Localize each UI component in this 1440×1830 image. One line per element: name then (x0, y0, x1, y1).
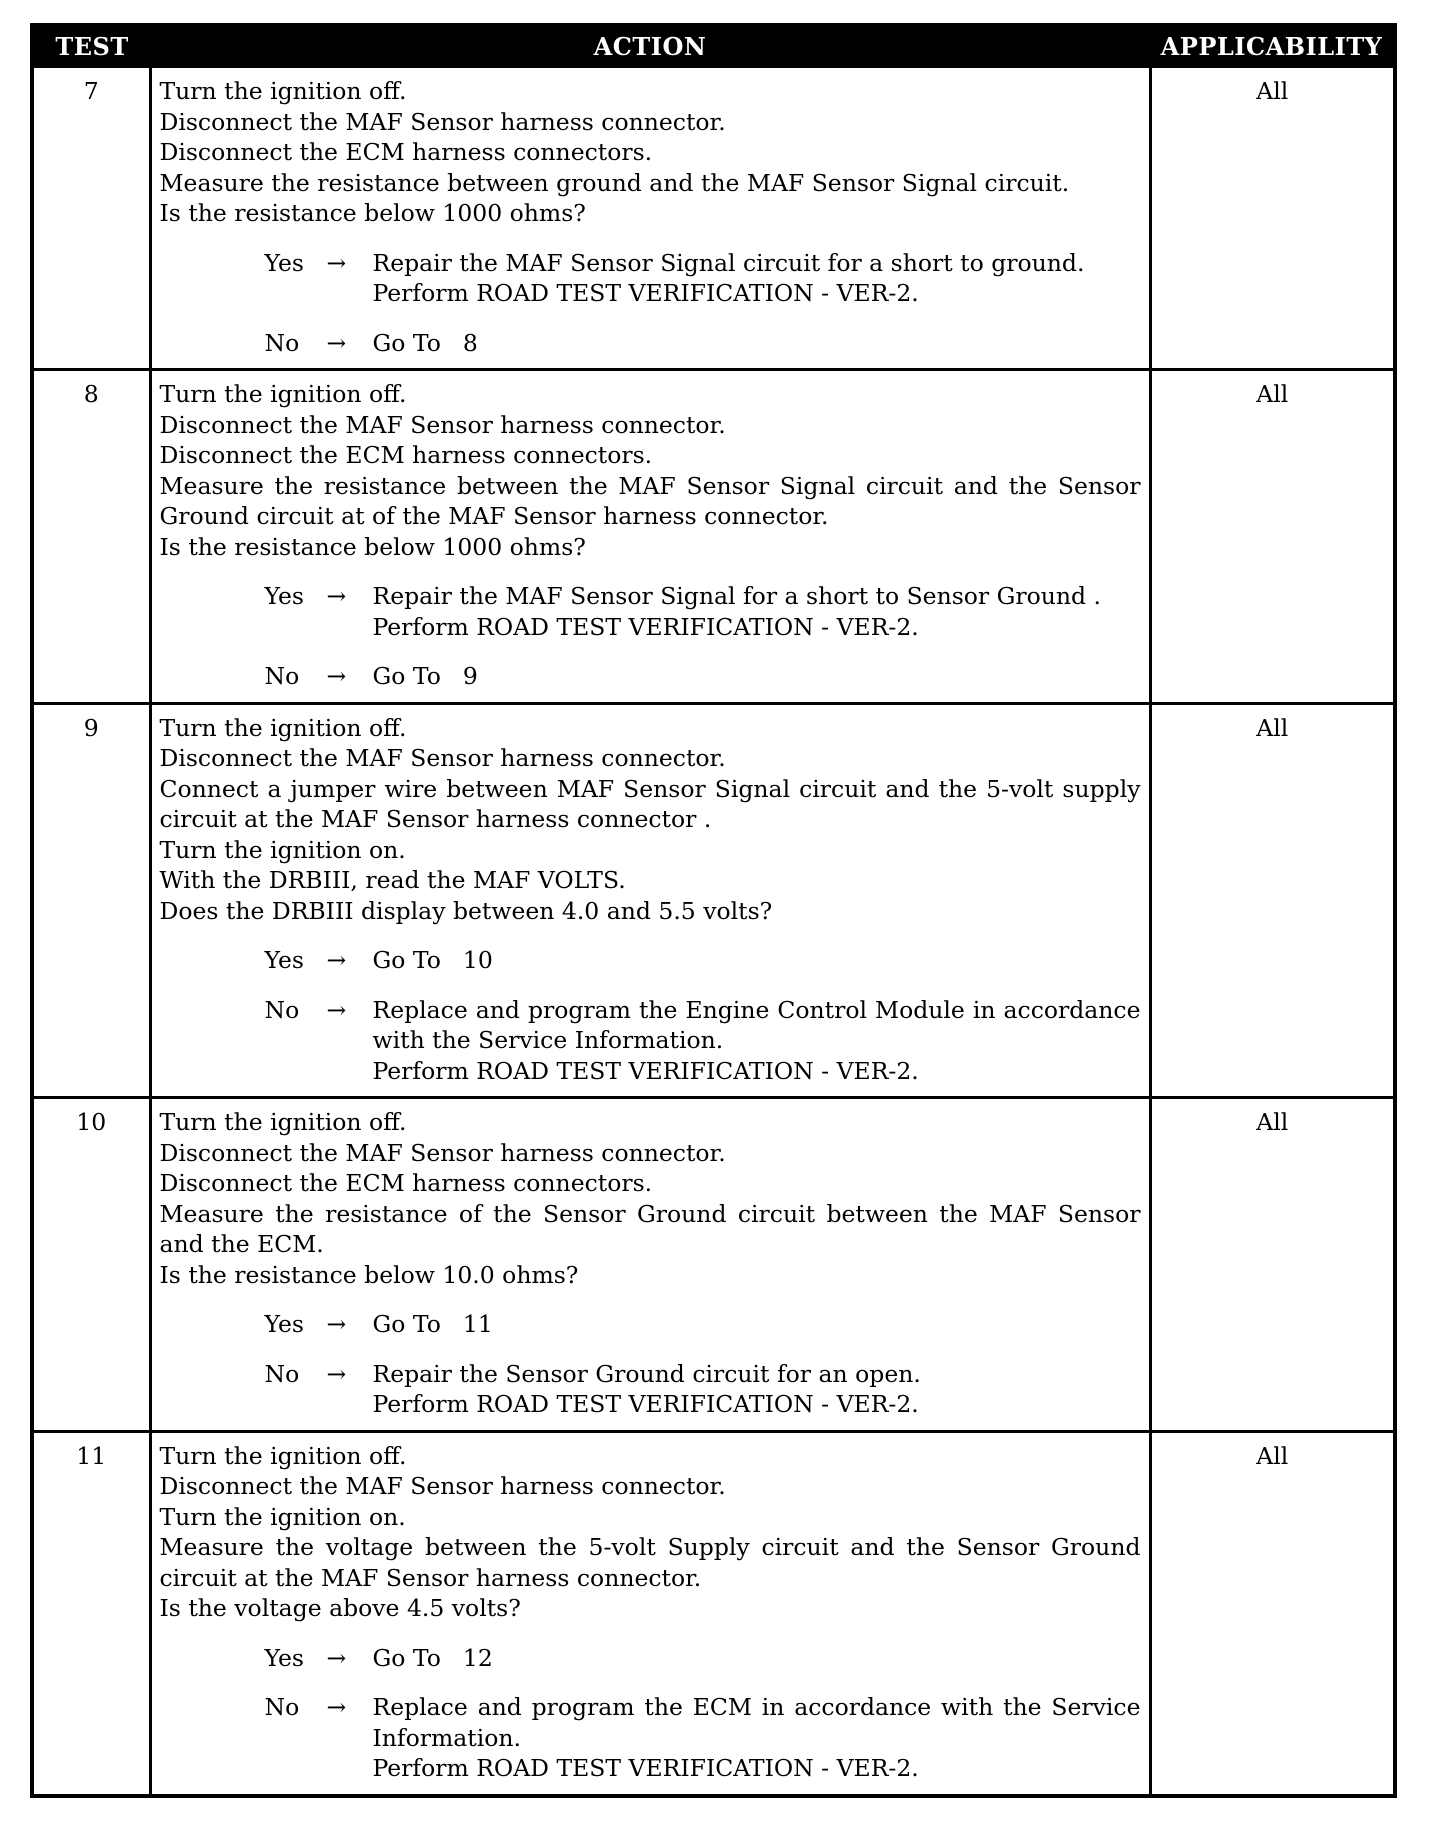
action-step: Is the resistance below 10.0 ohms? (159, 1260, 579, 1289)
table-row (32, 1431, 1395, 1796)
yes-label: Yes (264, 946, 304, 974)
action-step: Disconnect the MAF Sensor harness connector. (159, 1138, 726, 1167)
test-number: 7 (32, 67, 150, 370)
diagnostic-page (30, 23, 1393, 1798)
action-cell (150, 370, 1150, 704)
action-step: Disconnect the MAF Sensor harness connector. (159, 107, 726, 136)
action-step: Turn the ignition off. (159, 1441, 407, 1470)
table-row (32, 67, 1395, 370)
action-step: Measure the resistance between the MAF Sensor Signal circuit and the Sensor Ground circuit at of the MAF Sensor harness connector. (159, 471, 1141, 530)
arrow-right-icon: → (326, 1693, 347, 1721)
yes-outcome (373, 581, 1141, 642)
no-outcome (373, 1359, 1141, 1420)
table-row (32, 703, 1395, 1098)
goto-test-link[interactable]: 12 (462, 1643, 493, 1672)
goto-test-link[interactable]: 11 (462, 1310, 493, 1338)
no-result (265, 1359, 1141, 1420)
yes-label: Yes (264, 582, 304, 610)
action-step: Measure the resistance between ground and the MAF Sensor Signal circuit. (159, 168, 1070, 197)
applicability-cell: All (1150, 370, 1395, 704)
action-step: Connect a jumper wire between MAF Sensor Signal circuit and the 5-volt supply circuit at the MAF Sensor harness connector . (159, 774, 1141, 833)
yes-outcome (373, 248, 1141, 309)
table-row (32, 370, 1395, 704)
header-action: ACTION (150, 25, 1150, 67)
table-header-row (32, 25, 1395, 67)
no-label: No (264, 1693, 300, 1721)
action-cell (150, 703, 1150, 1098)
action-cell (150, 67, 1150, 370)
test-number: 11 (32, 1431, 150, 1796)
action-step: Disconnect the ECM harness connectors. (159, 138, 653, 166)
test-number: 8 (32, 370, 150, 704)
table-row (32, 1098, 1395, 1432)
arrow-right-icon: → (326, 1310, 347, 1338)
no-label: No (264, 328, 300, 357)
arrow-right-icon: → (326, 946, 347, 974)
no-result (265, 1692, 1141, 1784)
no-label: No (264, 995, 300, 1024)
action-step: Is the resistance below 1000 ohms? (159, 532, 586, 561)
action-step: Turn the ignition on. (159, 835, 406, 864)
no-result (265, 995, 1141, 1087)
yes-outcome (373, 1643, 1141, 1674)
yes-outcome (373, 1309, 1141, 1340)
yes-label: Yes (264, 248, 304, 277)
action-step: Disconnect the MAF Sensor harness connector. (159, 1472, 726, 1500)
yes-result (265, 1643, 1141, 1674)
no-label: No (264, 662, 300, 690)
goto-test-link[interactable]: 8 (462, 328, 478, 357)
test-rows (32, 67, 1395, 1796)
arrow-right-icon: → (326, 248, 347, 277)
no-result (265, 661, 1141, 692)
action-step: Measure the resistance of the Sensor Ground circuit between the MAF Sensor and the ECM. (159, 1199, 1141, 1258)
goto-label: Go To (372, 328, 441, 357)
yes-label: Yes (264, 1310, 304, 1338)
applicability-cell: All (1150, 67, 1395, 370)
arrow-right-icon: → (326, 1359, 347, 1388)
action-step: Disconnect the ECM harness connectors. (159, 1169, 653, 1197)
outcome-line: Repair the MAF Sensor Signal for a short to Sensor Ground . (372, 582, 1102, 610)
action-step: With the DRBIII, read the MAF VOLTS. (159, 866, 626, 894)
no-outcome (373, 328, 1141, 359)
outcome-line: Perform ROAD TEST VERIFICATION - VER-2. (372, 612, 919, 641)
no-outcome (373, 1692, 1141, 1784)
goto-test-link[interactable]: 9 (462, 662, 478, 690)
goto-test-link[interactable]: 10 (462, 946, 493, 974)
action-step: Disconnect the ECM harness connectors. (159, 441, 653, 469)
action-cell (150, 1098, 1150, 1432)
no-outcome (373, 661, 1141, 692)
outcome-line: Replace and program the Engine Control Module in accordance with the Service Information. (372, 995, 1141, 1054)
outcome-line: Repair the Sensor Ground circuit for an open. (372, 1359, 921, 1388)
outcome-line: Perform ROAD TEST VERIFICATION - VER-2. (372, 1390, 919, 1418)
goto-label: Go To (372, 1310, 441, 1338)
yes-label: Yes (264, 1643, 304, 1672)
arrow-right-icon: → (326, 328, 347, 357)
outcome-line: Perform ROAD TEST VERIFICATION - VER-2. (372, 1754, 919, 1782)
action-step: Disconnect the MAF Sensor harness connector. (159, 744, 726, 772)
no-outcome (373, 995, 1141, 1087)
action-step: Turn the ignition off. (159, 713, 407, 742)
applicability-cell: All (1150, 1431, 1395, 1796)
no-label: No (264, 1359, 300, 1388)
no-result (265, 328, 1141, 359)
outcome-line: Replace and program the ECM in accordance with the Service Information. (372, 1693, 1141, 1752)
action-step: Disconnect the MAF Sensor harness connector. (159, 410, 726, 439)
action-step: Turn the ignition on. (159, 1502, 406, 1531)
test-number: 9 (32, 703, 150, 1098)
yes-result (265, 945, 1141, 976)
yes-outcome (373, 945, 1141, 976)
goto-label: Go To (372, 1643, 441, 1672)
applicability-cell: All (1150, 1098, 1395, 1432)
outcome-line: Perform ROAD TEST VERIFICATION - VER-2. (372, 279, 919, 307)
goto-label: Go To (372, 946, 441, 974)
action-step: Is the resistance below 1000 ohms? (159, 199, 586, 227)
action-step: Is the voltage above 4.5 volts? (159, 1594, 521, 1622)
action-step: Does the DRBIII display between 4.0 and 5.5 volts? (159, 896, 773, 925)
outcome-line: Perform ROAD TEST VERIFICATION - VER-2. (372, 1056, 919, 1085)
test-number: 10 (32, 1098, 150, 1432)
arrow-right-icon: → (326, 582, 347, 610)
action-step: Measure the voltage between the 5-volt Supply circuit and the Sensor Ground circuit at the MAF Sensor harness connector. (159, 1533, 1141, 1592)
action-step: Turn the ignition off. (159, 77, 407, 105)
applicability-cell: All (1150, 703, 1395, 1098)
action-step: Turn the ignition off. (159, 1108, 407, 1136)
arrow-right-icon: → (326, 995, 347, 1024)
goto-label: Go To (372, 662, 441, 690)
yes-result (265, 248, 1141, 309)
action-cell (150, 1431, 1150, 1796)
header-applicability: APPLICABILITY (1150, 25, 1395, 67)
arrow-right-icon: → (326, 1643, 347, 1672)
outcome-line: Repair the MAF Sensor Signal circuit for a short to ground. (372, 248, 1085, 277)
header-test: TEST (32, 25, 150, 67)
diagnostic-table (30, 23, 1397, 1798)
yes-result (265, 1309, 1141, 1340)
action-step: Turn the ignition off. (159, 380, 407, 408)
yes-result (265, 581, 1141, 642)
arrow-right-icon: → (326, 662, 347, 690)
